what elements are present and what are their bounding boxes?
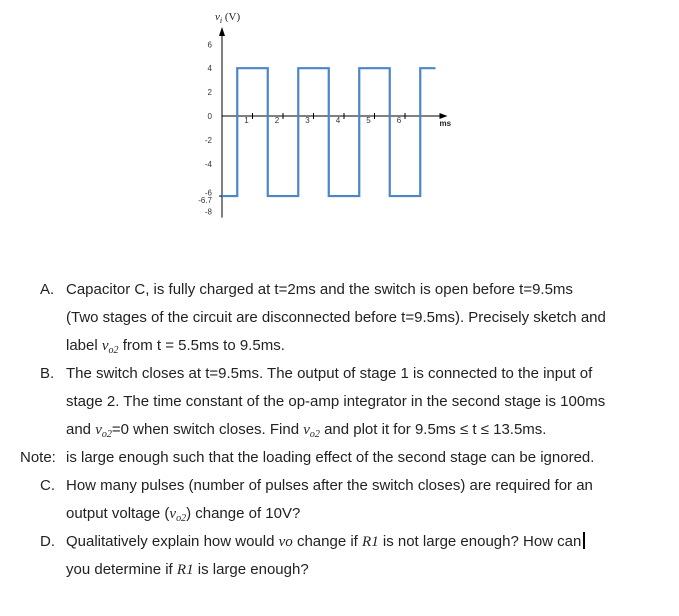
question-d-letter: D. — [40, 533, 55, 550]
square-wave-line — [222, 68, 436, 196]
question-b-line-3-post: and plot it for 9.5ms ≤ t ≤ 13.5ms. — [324, 421, 547, 438]
question-d-line-1-mid: change if — [296, 533, 358, 550]
x-tick-label: 1 — [244, 116, 249, 125]
question-a-line-2: (Two stages of the circuit are disconnected before t=9.5ms). Precisely sketch and — [66, 309, 606, 326]
y-axis-arrow — [219, 27, 225, 36]
r1-var: R1 — [176, 562, 194, 578]
y-tick-label: -6 — [204, 188, 212, 198]
x-tick-label: 3 — [305, 116, 310, 125]
question-c-line-2-post: ) change of 10V? — [186, 505, 301, 522]
text-cursor — [583, 532, 585, 549]
question-c-line-2-pre: output voltage ( — [66, 505, 170, 522]
question-b-letter: B. — [40, 365, 55, 382]
y-tick-label: 4 — [207, 64, 212, 74]
vo2-var: v — [169, 506, 177, 522]
y-tick-label: -2 — [204, 135, 212, 145]
x-axis-unit-label: ms — [439, 119, 452, 128]
vo2-sub: o2 — [176, 513, 187, 524]
question-d-line-2 — [66, 556, 309, 584]
y-tick-label: 0 — [207, 112, 212, 121]
x-tick-label: 4 — [335, 116, 341, 125]
vo-var: vo — [278, 534, 293, 550]
square-wave-chart — [0, 0, 679, 270]
chart-series — [222, 68, 436, 196]
x-tick-label: 5 — [366, 116, 371, 125]
y-tick-label: 2 — [207, 88, 212, 98]
vo2-sub-2: o2 — [309, 429, 320, 440]
vo2-var-2: v — [303, 422, 310, 438]
question-d-line-2-pre: you determine if — [66, 561, 173, 578]
question-b-line-2: stage 2. The time constant of the op-amp integrator in the second stage is 100ms — [66, 393, 606, 410]
y-tick-label: -4 — [204, 159, 212, 169]
vo2-sub: o2 — [101, 429, 112, 440]
note-text: is large enough such that the loading effect of the second stage can be ignored. — [66, 449, 595, 466]
r1-var: R1 — [362, 534, 379, 550]
y-tick-label: -6.7 — [198, 196, 212, 206]
question-d-line-1 — [66, 528, 585, 556]
x-tick-label: 6 — [396, 116, 402, 125]
y-tick-label: -8 — [204, 207, 212, 217]
vo2-sub: o2 — [108, 345, 119, 356]
question-d-line-2-post: is large enough? — [197, 561, 309, 578]
question-d-line-1-post: is not large enough? How can — [382, 533, 582, 550]
chart-axes — [219, 27, 448, 218]
note-label: Note: — [20, 449, 56, 466]
question-d-line-1-pre: Qualitatively explain how would — [66, 533, 275, 550]
y-tick-label: 6 — [207, 40, 212, 50]
vo2-var: v — [95, 422, 102, 438]
question-a-line-3-post: from t = 5.5ms to 9.5ms. — [122, 337, 285, 354]
question-a-line-3-pre: label — [66, 337, 98, 354]
question-a-letter: A. — [40, 281, 55, 298]
question-b-line-3-mid: =0 when switch closes. Find — [111, 421, 300, 438]
question-b-line-3-pre: and — [66, 421, 92, 438]
y-axis-label: $v_i$ (V) — [215, 11, 241, 25]
chart-ticks — [198, 40, 405, 216]
question-b-line-1: The switch closes at t=9.5ms. The output of stage 1 is connected to the input of — [66, 365, 593, 382]
question-c-letter: C. — [40, 477, 55, 494]
question-c-line-1: How many pulses (number of pulses after the switch closes) are required for an — [66, 477, 593, 494]
x-tick-label: 2 — [274, 116, 280, 125]
question-a-line-1: Capacitor C, is fully charged at t=2ms and the switch is open before t=9.5ms — [66, 281, 573, 298]
vo2-var: v — [101, 338, 109, 354]
